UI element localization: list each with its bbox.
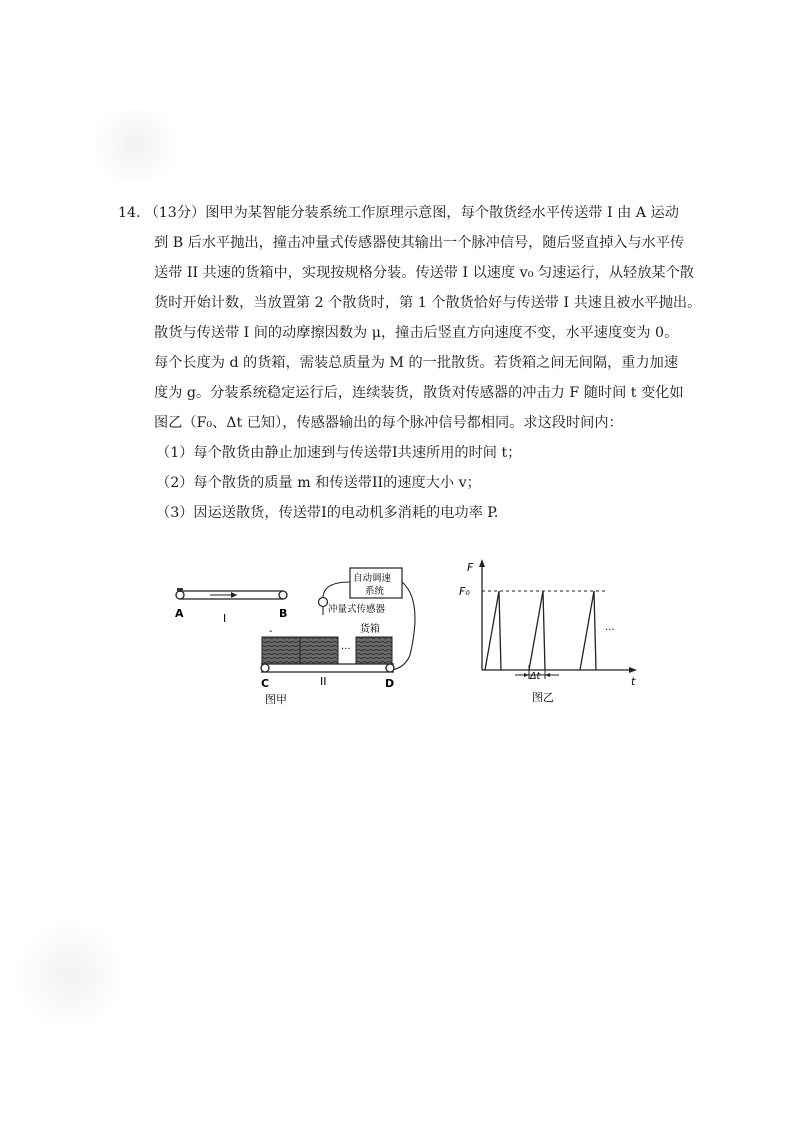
problem-points: （13分）	[144, 205, 206, 221]
label-D: D	[385, 677, 395, 690]
figure-a-caption: 图甲	[265, 693, 287, 706]
problem-text-line-7: 度为 g。分装系统稳定运行后，连续装货，散货对传感器的冲击力 F 随时间 t 变化如	[154, 385, 684, 401]
figure-b-graph	[455, 555, 650, 710]
label-belt-1: I	[223, 612, 227, 625]
cargo-box-3	[356, 637, 392, 664]
problem-text-line-6: 每个长度为 d 的货箱，需装总质量为 M 的一批散货。若货箱之间无间隔，重力加速	[154, 355, 679, 371]
y-axis-label: F	[467, 561, 474, 574]
cargo-item	[177, 588, 183, 592]
problem-14	[118, 198, 702, 528]
delta-t-arrow-icon	[524, 673, 529, 677]
problem-number: 14.	[118, 205, 141, 221]
sensor-icon	[319, 598, 328, 607]
problem-line	[118, 198, 698, 228]
peak-label: F₀	[459, 585, 470, 598]
pulse-3	[580, 591, 596, 670]
pulse-1	[485, 591, 501, 670]
arrow-head-icon	[231, 592, 237, 598]
label-B: B	[279, 607, 288, 620]
problem-text-line-5: 散货与传送带 I 间的动摩擦因数为 μ，撞击后竖直方向速度不变，水平速度变为 0。	[154, 325, 679, 341]
scan-smudge	[10, 920, 130, 1030]
box-dots: ···	[341, 644, 351, 655]
pulse-dots: ···	[605, 625, 615, 636]
problem-text-line-3: 送带 II 共速的货箱中，实现按规格分装。传送带 I 以速度 v₀ 匀速运行，从轻放某个散	[154, 265, 694, 281]
delta-t-label: Δt	[530, 671, 541, 682]
pulse-2	[529, 591, 545, 670]
question-2: （2）每个散货的质量 m 和传送带II的速度大小 v；	[156, 475, 481, 491]
cargo-box-2	[300, 637, 338, 664]
label-belt-2: II	[320, 675, 327, 688]
belt-1-roller-a	[176, 591, 184, 599]
problem-text-line-4: 货时开始计数，当放置第 2 个散货时，第 1 个散货恰好与传送带 I 共速且被水平抛出。	[154, 295, 702, 311]
box-label: 货箱	[360, 624, 380, 635]
figure-b-caption: 图乙	[532, 691, 554, 704]
problem-text-line-1: 图甲为某智能分装系统工作原理示意图，每个散货经水平传送带 I 由 A 运动	[205, 205, 679, 221]
sensor-label: 冲量式传感器	[328, 604, 386, 615]
problem-text-line-2: 到 B 后水平抛出，撞击冲量式传感器使其输出一个脉冲信号，随后竖直掉入与水平传	[154, 235, 685, 251]
cargo-box-1	[262, 637, 300, 664]
scan-smudge	[80, 110, 190, 180]
y-axis-arrow-icon	[479, 559, 485, 567]
belt-2-roller-d	[386, 664, 394, 672]
figure-a-diagram	[165, 560, 435, 710]
label-A: A	[175, 607, 184, 620]
question-3: （3）因运送散货，传送带I的电动机多消耗的电功率 P.	[156, 505, 499, 521]
problem-text-line-8: 图乙（F₀、Δt 已知），传感器输出的每个脉冲信号都相同。求这段时间内：	[154, 415, 623, 431]
cargo-dot: -	[269, 626, 273, 637]
question-1: （1）每个散货由静止加速到与传送带I共速所用的时间 t；	[156, 445, 522, 461]
label-C: C	[261, 677, 270, 690]
x-axis-arrow-icon	[629, 667, 637, 673]
controller-label-2: 系统	[365, 586, 385, 597]
belt-1-roller-b	[279, 591, 287, 599]
controller-label-1: 自动调速	[353, 573, 392, 584]
wire-sensor-controller	[323, 582, 350, 598]
delta-t-arrow-icon	[545, 673, 550, 677]
x-axis-label: t	[631, 675, 636, 688]
belt-2-roller-c	[261, 664, 269, 672]
